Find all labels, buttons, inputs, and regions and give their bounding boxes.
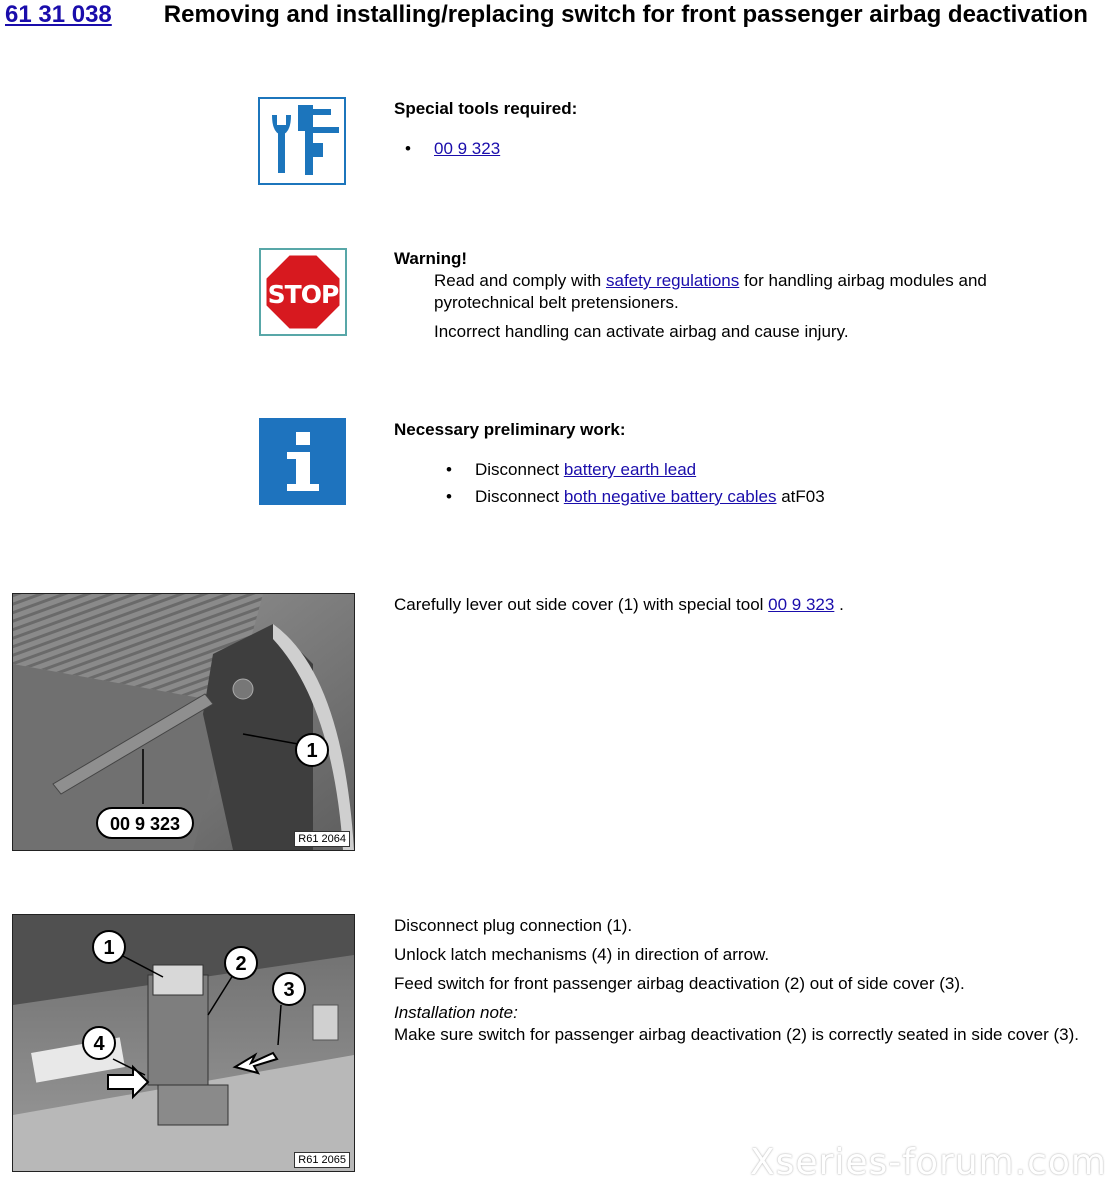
step1-text-pre: Carefully lever out side cover (1) with special tool — [394, 595, 769, 614]
stop-sign-icon — [259, 248, 347, 336]
installation-note-text: Make sure switch for passenger airbag deactivation (2) is correctly seated in side cover (3). — [394, 1025, 1080, 1044]
page-title — [5, 0, 1105, 30]
prelim-heading: Necessary preliminary work: — [394, 420, 626, 439]
step2-paragraph: Unlock latch mechanisms (4) in direction of arrow. — [394, 945, 770, 964]
callout-1: 1 — [306, 740, 318, 762]
tools-icon — [258, 97, 346, 185]
list-item — [435, 456, 1055, 483]
negative-battery-cables-link[interactable]: both negative battery cables — [563, 487, 777, 506]
callout-4: 4 — [93, 1033, 105, 1055]
list-item — [394, 135, 894, 162]
step1-text — [394, 594, 1094, 616]
figure-id: R61 2064 — [294, 831, 350, 847]
tool-link[interactable]: 00 9 323 — [434, 139, 501, 158]
safety-regulations-link[interactable]: safety regulations — [605, 271, 740, 290]
figure-switch-removal — [12, 914, 355, 1172]
warning-text-post: for handling airbag modules and pyrotechnical belt pretensioners. — [434, 271, 987, 312]
callout-2: 2 — [235, 953, 247, 975]
prelim-item-suffix: atF03 — [776, 487, 825, 506]
figure-side-cover — [12, 593, 355, 851]
title-text: Removing and installing/replacing switch for front passenger airbag deactivation — [163, 1, 1088, 28]
list-item — [435, 483, 1055, 510]
figure-id: R61 2065 — [294, 1152, 350, 1168]
installation-note-label: Installation note: — [394, 1003, 518, 1022]
warning-heading: Warning! — [394, 249, 468, 268]
callout-1: 1 — [103, 937, 115, 959]
callout-3: 3 — [283, 979, 295, 1001]
warning-text-1 — [434, 270, 1054, 314]
tools-list — [394, 135, 894, 162]
warning-text-pre: Read and comply with — [434, 271, 606, 290]
tools-heading: Special tools required: — [394, 99, 578, 118]
svg-text:STOP: STOP — [267, 280, 339, 309]
step1-text-post: . — [834, 595, 844, 614]
step2-text — [394, 915, 1104, 1046]
prelim-item-text: Disconnect — [475, 487, 564, 506]
prelim-list — [435, 456, 1055, 510]
warning-text-2: Incorrect handling can activate airbag and cause injury. — [434, 322, 849, 341]
prelim-item-text: Disconnect — [475, 460, 564, 479]
step2-paragraph: Feed switch for front passenger airbag deactivation (2) out of side cover (3). — [394, 974, 965, 993]
step2-paragraph: Disconnect plug connection (1). — [394, 916, 633, 935]
repair-code-link[interactable]: 61 31 038 — [5, 1, 112, 28]
battery-earth-lead-link[interactable]: battery earth lead — [563, 460, 697, 479]
callout-tool: 00 9 323 — [109, 814, 181, 834]
special-tool-link[interactable]: 00 9 323 — [768, 595, 835, 614]
watermark: Xseries-forum.com — [750, 1142, 1107, 1183]
info-icon — [259, 418, 346, 505]
